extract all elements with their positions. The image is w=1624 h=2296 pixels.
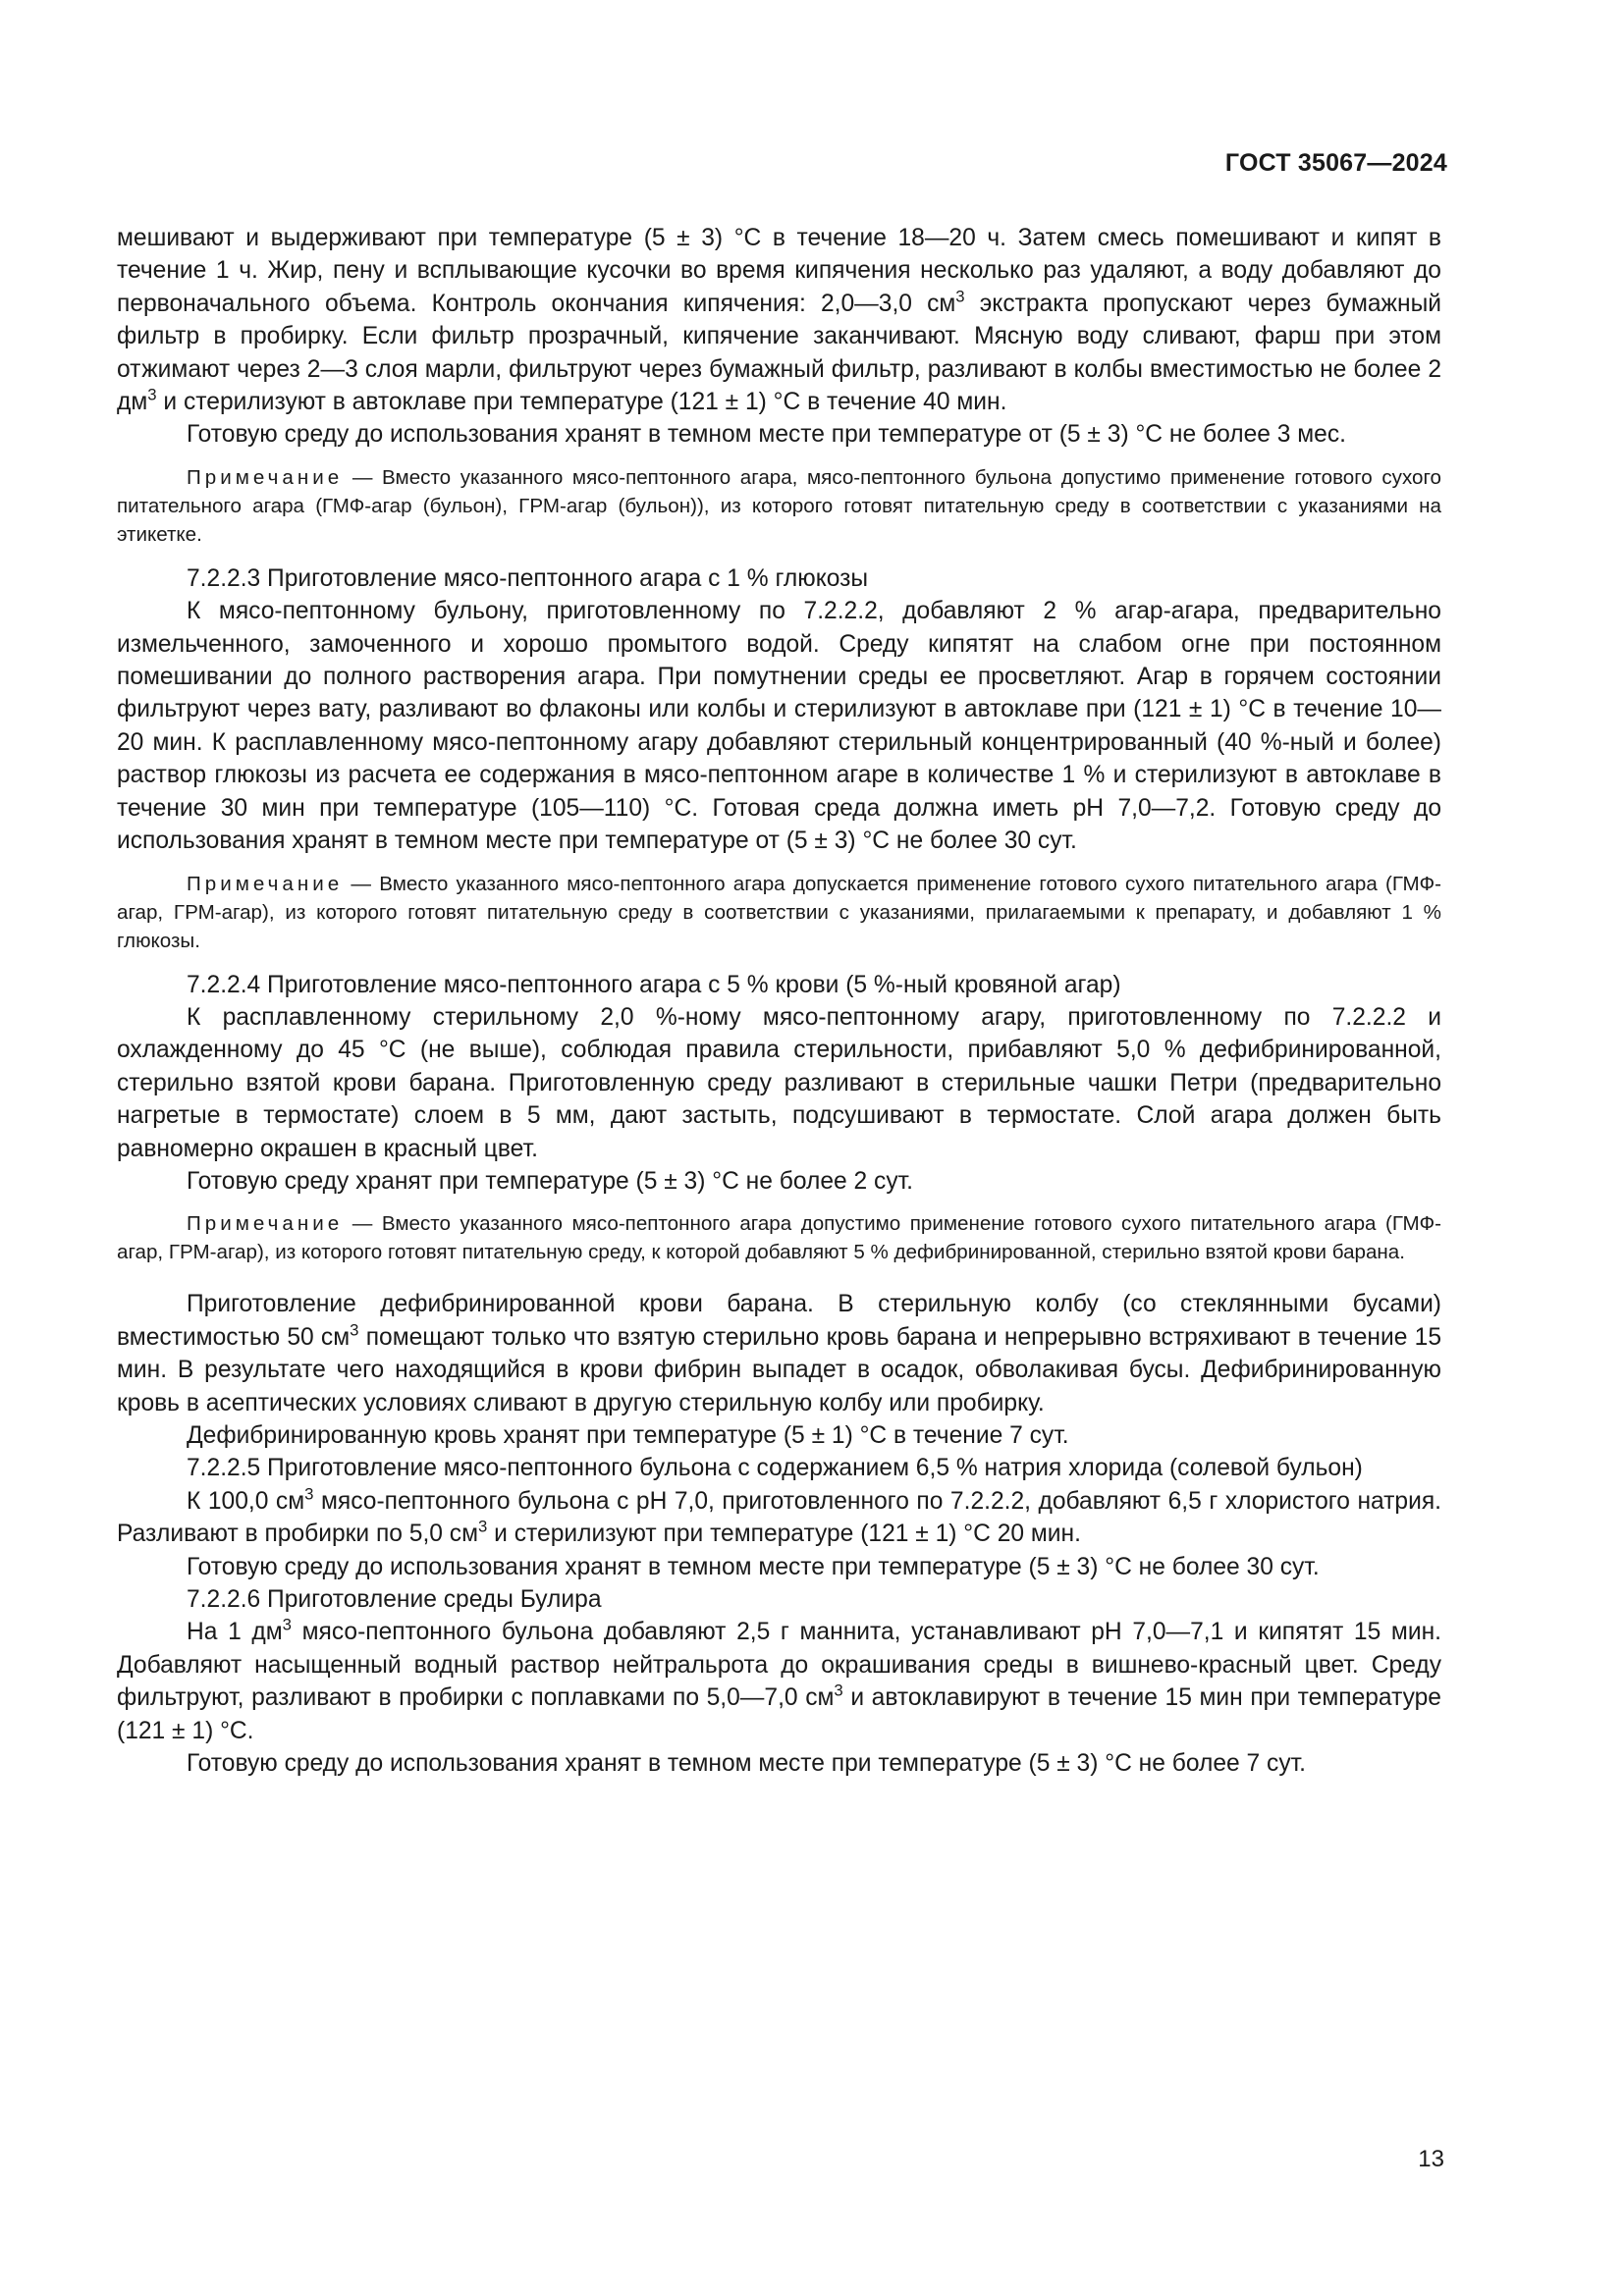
- note-label: Примечание: [187, 1212, 344, 1236]
- standard-header: ГОСТ 35067—2024: [1224, 149, 1447, 177]
- paragraph-defibrinated-blood: Приготовление дефибринированной крови барана. В стерильную колбу (со стеклянными бусами) вместимостью 50 $см^3$ помещают только что взятую стерильно кровь барана и непрерывно встряхивают в течение 15 мин. В результате чего находящийся в крови фибрин выпадет в осадок, обволакивая бусы. Дефибринированную кровь в асептических условиях сливают в другую стерильную колбу или пробирку.: [117, 1291, 1441, 1416]
- heading-7-2-2-4: 7.2.2.4 Приготовление мясо-пептонного агара с 5 % крови (5 %-ный кровяной агар): [187, 971, 1121, 998]
- page-number: 13: [1418, 2146, 1444, 2172]
- paragraph-blood-storage: Дефибринированную кровь хранят при температуре (5 ± 1) °С в течение 7 сут.: [187, 1421, 1069, 1449]
- document-body: [117, 222, 1441, 1780]
- paragraph-blood-agar: К расплавленному стерильному 2,0 %-ному мясо-пептонному агару, приготовленному по 7.2.2.2 и охлажденному до 45 °С (не выше), соблюдая правила стерильности, прибавляют 5,0 % дефибринированной, стерильно взятой крови барана. Приготовленную среду разливают в стерильные чашки Петри (предварительно нагретые в термостате) слоем в 5 мм, дают застыть, подсушивают в термостате. Слой агара должен быть равномерно окрашен в красный цвет.: [117, 1003, 1441, 1162]
- paragraph-salt-broth: К 100,0 $см^3$ мясо-пептонного бульона с pH 7,0, приготовленного по 7.2.2.2, добавляют 6,5 г хлористого натрия. Разливают в пробирки по 5,0 $см^3$ и стерилизуют при температуре (121 ± 1) °С 20 мин.: [117, 1484, 1441, 1548]
- note-label: Примечание: [187, 872, 344, 895]
- note-label: Примечание: [187, 465, 344, 489]
- heading-7-2-2-3: 7.2.2.3 Приготовление мясо-пептонного агара с 1 % глюкозы: [187, 564, 869, 592]
- heading-7-2-2-5: 7.2.2.5 Приготовление мясо-пептонного бульона с содержанием 6,5 % натрия хлорида (солевой бульон): [187, 1455, 1363, 1482]
- note-3: Примечание — Вместо указанного мясо-пептонного агара допустимо применение готового сухого питательного агара (ГМФ-агар, ГРМ-агар), из которого готовят питательную среду, к которой добавляют 5 % дефибринированной, стерильно взятой крови барана.: [117, 1212, 1441, 1264]
- paragraph-storage-7-days: Готовую среду до использования хранят в темном месте при температуре (5 ± 3) °С не более 7 сут.: [187, 1750, 1306, 1778]
- heading-7-2-2-6: 7.2.2.6 Приготовление среды Булира: [187, 1586, 602, 1613]
- paragraph-storage-2-days: Готовую среду хранят при температуре (5 ± 3) °С не более 2 сут.: [187, 1167, 914, 1195]
- paragraph-storage-30-days: Готовую среду до использования хранят в темном месте при температуре (5 ± 3) °С не более 30 сут.: [187, 1553, 1320, 1580]
- paragraph-glucose-agar: К мясо-пептонному бульону, приготовленному по 7.2.2.2, добавляют 2 % агар-агара, предварительно измельченного, замоченного и хорошо промытого водой. Среду кипятят на слабом огне при постоянном помешивании до полного растворения агара. При помутнении среды ее просветляют. Агар в горячем состоянии фильтруют через вату, разливают во флаконы или колбы и стерилизуют в автоклаве при (121 ± 1) °С в течение 10—20 мин. К расплавленному мясо-пептонному агару добавляют стерильный концентрированный (40 %-ный и более) раствор глюкозы из расчета ее содержания в мясо-пептонном агаре в количестве 1 % и стерилизуют в автоклаве в течение 30 мин при температуре (105—110) °С. Готовая среда должна иметь pH 7,0—7,2. Готовую среду до использования хранят в темном месте при температуре от (5 ± 3) °С не более 30 сут.: [117, 598, 1441, 855]
- note-1: Примечание — Вместо указанного мясо-пептонного агара, мясо-пептонного бульона допустимо применение готового сухого питательного агара (ГМФ-агар (бульон), ГРМ-агар (бульон)), из которого готовят питательную среду в соответствии с указаниями на этикетке.: [117, 465, 1441, 546]
- paragraph-storage-3-months: Готовую среду до использования хранят в темном месте при температуре от (5 ± 3) °С не более 3 мес.: [187, 421, 1346, 449]
- paragraph-meat-water: мешивают и выдерживают при температуре (5 ± 3) °С в течение 18—20 ч. Затем смесь помешивают и кипят в течение 1 ч. Жир, пену и всплывающие кусочки во время кипячения несколько раз удаляют, а воду добавляют до первоначального объема. Контроль окончания кипячения: 2,0—3,0 $см^3$ экстракта пропускают через бумажный фильтр в пробирку. Если фильтр прозрачный, кипячение заканчивают. Мясную воду сливают, фарш при этом отжимают через 2—3 слоя марли, фильтруют через бумажный фильтр, разливают в колбы вместимостью не более 2 $дм^3$ и стерилизуют в автоклаве при температуре (121 ± 1) °С в течение 40 мин.: [117, 225, 1441, 416]
- note-2: Примечание — Вместо указанного мясо-пептонного агара допускается применение готового сухого питательного агара (ГМФ-агар, ГРМ-агар), из которого готовят питательную среду в соответствии с указаниями, прилагаемыми к препарату, и добавляют 1 % глюкозы.: [117, 872, 1441, 952]
- paragraph-bulir-medium: На 1 $дм^3$ мясо-пептонного бульона добавляют 2,5 г маннита, устанавливают pH 7,0—7,1 и кипятят 15 мин. Добавляют насыщенный водный раствор нейтральрота до окрашивания среды в вишнево-красный цвет. Среду фильтруют, разливают в пробирки с поплавками по 5,0—7,0 $см^3$ и автоклавируют в течение 15 мин при температуре (121 ± 1) °С.: [117, 1615, 1441, 1744]
